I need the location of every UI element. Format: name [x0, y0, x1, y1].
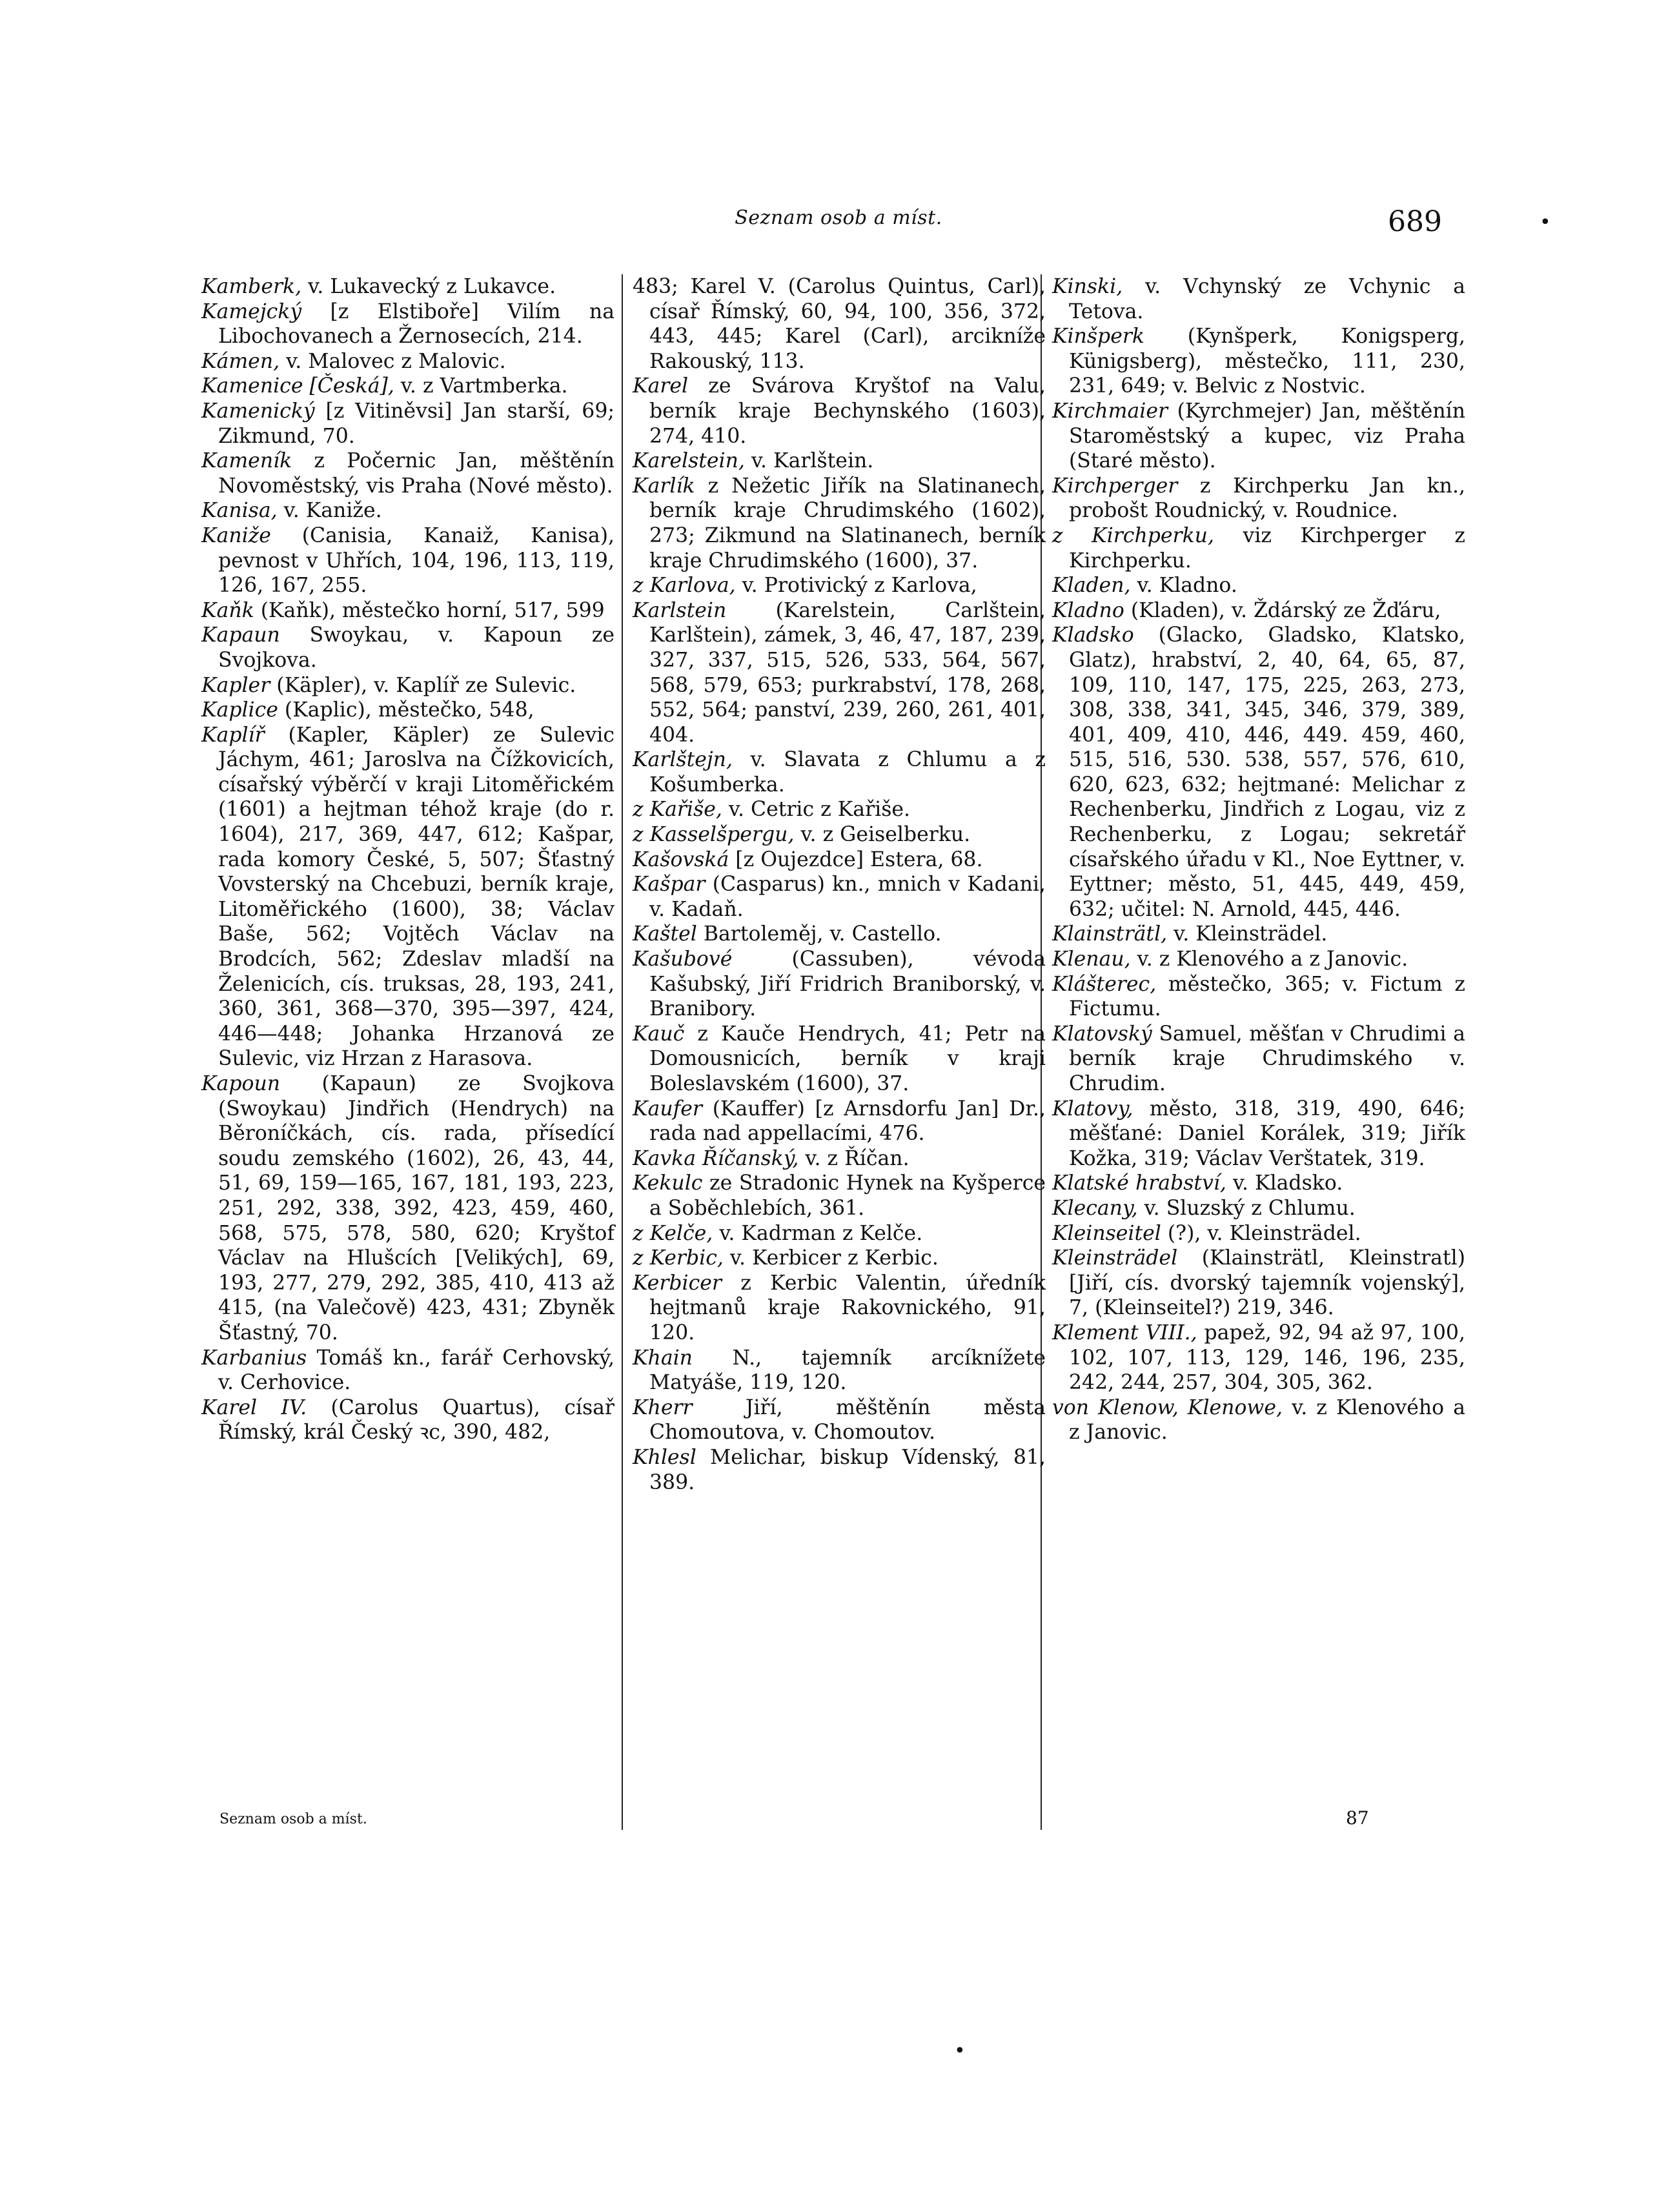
- entry-headword: Kerbicer: [633, 1271, 722, 1295]
- entry-text: v. Kaniže.: [277, 499, 382, 523]
- index-entry: [633, 1221, 1046, 1246]
- entry-headword: Kherr: [633, 1395, 693, 1419]
- entry-text: z Nežetic Jiřík na Slatinanech, berník kraje Chrudimského (1602), 273; Zikmund na Slatinanech, berník kraje Chrudimského (1600), 37.: [649, 474, 1046, 573]
- index-entry: [633, 847, 1046, 873]
- entry-headword: Kanisa,: [201, 499, 278, 523]
- entry-headword: Kladno: [1052, 598, 1124, 622]
- index-column-1: [201, 274, 615, 1445]
- index-entry: [1052, 1171, 1465, 1196]
- index-entry: [633, 374, 1046, 449]
- index-entry: [1052, 324, 1465, 399]
- index-entry: [201, 349, 615, 374]
- entry-text: (Kaplic), městečko, 548,: [278, 698, 534, 722]
- entry-headword: Kinski,: [1052, 275, 1123, 298]
- index-entry: [1052, 1321, 1465, 1395]
- entry-headword: Kaplice: [201, 698, 278, 722]
- entry-headword: z Kelče,: [633, 1221, 713, 1245]
- entry-headword: Karel IV.: [201, 1395, 307, 1419]
- entry-headword: z Kařiše,: [633, 798, 722, 822]
- entry-headword: Kamejcký: [201, 299, 302, 323]
- index-entry: [633, 922, 1046, 947]
- index-entry: [201, 1395, 615, 1445]
- index-entry: [633, 947, 1046, 1022]
- entry-headword: Kašovská: [633, 847, 729, 871]
- index-entry: [1052, 1221, 1465, 1246]
- margin-dot: •: [954, 2040, 966, 2062]
- entry-text: (Karelstein, Carlštein, Karlštein), zámek, 3, 46, 47, 187, 239, 327, 337, 515, 526, 533, 564, 567, 568, 579, 653; purkrabství, 178, 268, 552, 564; panství, 239, 260, 261, 401, 404.: [649, 598, 1046, 747]
- entry-text: v. z Vartmberka.: [394, 374, 568, 398]
- entry-headword: Kekulc: [633, 1172, 703, 1195]
- index-column-2: [633, 274, 1046, 1495]
- entry-headword: Kleinseitel: [1052, 1221, 1161, 1245]
- index-entry: [633, 872, 1046, 922]
- entry-headword: Klatovy,: [1052, 1097, 1133, 1121]
- margin-dot: •: [1540, 211, 1551, 234]
- index-entry: [1052, 947, 1465, 972]
- entry-text: [z Elstiboře] Vilím na Libochovanech a Žernosecích, 214.: [218, 299, 615, 349]
- index-entry: [201, 399, 615, 449]
- entry-text: městečko, 365; v. Fictum z Fictumu.: [1069, 972, 1465, 1021]
- index-entry: [201, 299, 615, 349]
- entry-text: v. Malovec z Malovic.: [280, 349, 506, 373]
- entry-headword: Kapoun: [201, 1072, 281, 1095]
- entry-text: město, 318, 319, 490, 646; měšťané: Daniel Korálek, 319; Jiřík Kožka, 319; Václav Verštatek, 319.: [1069, 1097, 1465, 1170]
- entry-text: (Casparus) kn., mnich v Kadani, v. Kadaň.: [649, 873, 1046, 921]
- index-entry: [633, 1171, 1046, 1221]
- index-entry: [633, 1395, 1046, 1445]
- entry-headword: Khain: [633, 1346, 693, 1370]
- entry-text: v. Lukavecký z Lukavce.: [301, 275, 556, 298]
- index-entry: [1052, 1022, 1465, 1097]
- index-entry: [633, 1346, 1046, 1395]
- entry-headword: Kámen,: [201, 349, 280, 373]
- index-entry: [633, 474, 1046, 573]
- entry-text: Tomáš kn., farář Cerhovský, v. Cerhovice.: [218, 1346, 615, 1395]
- index-entry: [633, 598, 1046, 748]
- index-entry: [201, 673, 615, 698]
- entry-text: (Kladen), v. Ždárský ze Žďáru,: [1124, 598, 1441, 622]
- entry-text: v. Slavata z Chlumu a z Košumberka.: [649, 748, 1046, 797]
- entry-headword: Kinšperk: [1052, 325, 1145, 349]
- index-entry: [1052, 598, 1465, 624]
- index-entry: [633, 274, 1046, 374]
- entry-headword: Kavka Říčanský,: [633, 1146, 799, 1170]
- entry-text: v. Protivický z Karlova,: [735, 574, 977, 598]
- entry-text: (Klainsträtl, Kleinstratl) [Jiří, cís. dvorský tajemník vojenský], 7, (Kleinseitel?) 219, 346.: [1069, 1246, 1465, 1320]
- entry-headword: z Kirchperku,: [1052, 523, 1214, 547]
- index-entry: [201, 1346, 615, 1395]
- index-entry: [1052, 523, 1465, 573]
- index-entry: [633, 1022, 1046, 1097]
- entry-headword: Kaniže: [201, 523, 271, 547]
- entry-text: [z Oujezdce] Estera, 68.: [729, 847, 983, 871]
- index-entry: [1052, 399, 1465, 474]
- index-entry: [1052, 623, 1465, 922]
- entry-headword: Kleinsträdel: [1052, 1246, 1178, 1270]
- entry-headword: Kaštel: [633, 922, 697, 946]
- entry-text: Jiří, měštěnín města Chomoutova, v. Chomoutov.: [649, 1395, 1046, 1445]
- entry-headword: z Karlova,: [633, 574, 736, 598]
- entry-text: N., tajemník arcíknížete Matyáše, 119, 120.: [649, 1346, 1046, 1395]
- page-number: 689: [1388, 205, 1442, 238]
- index-entry: [1052, 1395, 1465, 1445]
- entry-text: [z Vitiněvsi] Jan starší, 69; Zikmund, 70.: [218, 399, 615, 448]
- entry-text: (Carolus Quartus), císař Římský, král Český ꝛc, 390, 482,: [218, 1395, 615, 1445]
- entry-headword: Kirchperger: [1052, 474, 1178, 498]
- index-entry: [633, 449, 1046, 474]
- entry-text: v. Sluzský z Chlumu.: [1137, 1196, 1356, 1220]
- entry-headword: Khlesl: [633, 1445, 696, 1469]
- entry-text: v. Kleinsträdel.: [1167, 922, 1328, 946]
- entry-text: v. Kerbicer z Kerbic.: [723, 1246, 939, 1270]
- entry-headword: Klatské hrabství,: [1052, 1172, 1226, 1195]
- index-entry: [201, 449, 615, 498]
- entry-headword: Kašubové: [633, 948, 733, 971]
- index-entry: [201, 598, 615, 624]
- entry-text: (Kaňk), městečko horní, 517, 599: [254, 598, 605, 622]
- entry-text: v. Kladsko.: [1226, 1172, 1343, 1195]
- index-entry: [201, 623, 615, 673]
- entry-headword: Kladsko: [1052, 624, 1134, 647]
- entry-headword: von Klenow, Klenowe,: [1052, 1395, 1283, 1419]
- entry-text: ze Svárova Kryštof na Valu, berník kraje Bechynského (1603), 274, 410.: [649, 374, 1046, 448]
- index-entry: [633, 1097, 1046, 1146]
- index-entry: [201, 274, 615, 299]
- index-entry: [633, 1271, 1046, 1346]
- index-entry: [201, 523, 615, 598]
- entry-text: 483; Karel V. (Carolus Quintus, Carl), císař Římský, 60, 94, 100, 356, 372, 443, 445; Karel (Carl), arcikníže Rakouský, 113.: [633, 275, 1046, 373]
- index-entry: [633, 1246, 1046, 1271]
- entry-text: (Kapler, Käpler) ze Sulevic Jáchym, 461; Jaroslva na Čížkovicích, císařský výběrčí v kraji Litoměřickém (1601) a hejtman téhož kraje (do r. 1604), 217, 369, 447, 612; Kašpar, rada komory České, 5, 507; Šťastný Vovsterský na Chcebuzi, berník kraje, Litoměřického (1600), 38; Václav Baše, 562; Vojtěch Václav na Brodcích, 562; Zdeslav mladší na Želenicích, cís. truksas, 28, 193, 241, 360, 361, 368—370, 395—397, 424, 446—448; Johanka Hrzanová ze Sulevic, viz Hrzan z Harasova.: [218, 723, 615, 1071]
- entry-headword: Kaplíř: [201, 723, 265, 747]
- entry-headword: Klášterec,: [1052, 972, 1157, 996]
- index-entry: [1052, 573, 1465, 598]
- entry-headword: Karlík: [633, 474, 695, 498]
- index-entry: [1052, 1246, 1465, 1321]
- entry-text: Bartoleměj, v. Castello.: [696, 922, 942, 946]
- index-entry: [1052, 274, 1465, 324]
- entry-headword: Klecany,: [1052, 1196, 1138, 1220]
- entry-text: z Kerbic Valentin, úředník hejtmanů kraje Rakovnického, 91, 120.: [649, 1271, 1046, 1344]
- entry-headword: Kapler: [201, 673, 270, 697]
- index-entry: [1052, 972, 1465, 1022]
- index-entry: [201, 498, 615, 523]
- entry-headword: Kaňk: [201, 598, 254, 622]
- entry-text: (Kyrchmejer) Jan, měštěnín Staroměstský a kupec, viz Praha (Staré město).: [1069, 399, 1465, 473]
- entry-headword: Kamberk,: [201, 275, 302, 298]
- entry-text: v. Cetric z Kařiše.: [722, 798, 911, 822]
- entry-text: (?), v. Kleinsträdel.: [1161, 1221, 1361, 1245]
- entry-text: v. z Říčan.: [798, 1146, 910, 1170]
- entry-headword: Kašpar: [633, 873, 706, 897]
- entry-text: v. Karlštein.: [744, 449, 874, 473]
- index-entry: [633, 573, 1046, 598]
- entry-headword: Kauč: [633, 1022, 685, 1046]
- entry-text: z Počernic Jan, měštěnín Novoměstský, vis Praha (Nové město).: [218, 449, 615, 498]
- column-rule: [622, 274, 623, 1830]
- entry-headword: Kirchmaier: [1052, 399, 1168, 423]
- entry-text: v. Vchynský ze Vchynic a Tetova.: [1069, 275, 1465, 323]
- entry-text: Melichar, biskup Vídenský, 81, 389.: [649, 1445, 1046, 1494]
- signature-number: 87: [1346, 1807, 1369, 1829]
- entry-headword: Kladen,: [1052, 574, 1131, 598]
- entry-headword: Kameník: [201, 449, 292, 473]
- entry-text: (Canisia, Kanaiž, Kanisa), pevnost v Uhřích, 104, 196, 113, 119, 126, 167, 255.: [218, 523, 615, 598]
- index-entry: [201, 698, 615, 723]
- index-entry: [633, 1146, 1046, 1172]
- entry-text: viz Kirchperger z Kirchperku.: [1069, 523, 1465, 573]
- entry-text: v. z Geiselberku.: [794, 823, 971, 847]
- entry-headword: Karlstein: [633, 598, 727, 622]
- entry-text: (Käpler), v. Kaplíř ze Sulevic.: [270, 673, 576, 697]
- entry-text: (Kynšperk, Konigsperg, Künigsberg), městečko, 111, 230, 231, 649; v. Belvic z Nostvic.: [1069, 325, 1465, 398]
- index-entry: [1052, 474, 1465, 523]
- entry-text: v. z Klenového a z Janovic.: [1130, 948, 1408, 971]
- entry-headword: z Kerbic,: [633, 1246, 724, 1270]
- index-entry: [633, 822, 1046, 847]
- entry-text: (Glacko, Gladsko, Klatsko, Glatz), hrabství, 2, 40, 64, 65, 87, 109, 110, 147, 175, 225, 263, 273, 308, 338, 341, 345, 346, 379, 389, 401, 409, 410, 446, 449. 459, 460, 515, 516, 530. 538, 557, 576, 610, 620, 623, 632; hejtmané: Melichar z Rechenberku, Jindřich z Logau, viz z Rechenberku, z Logau; sekretář císařského úřadu v Kl., Noe Eyttner, v. Eyttner; město, 51, 445, 449, 459, 632; učitel: N. Arnold, 445, 446.: [1069, 624, 1465, 921]
- entry-headword: Karelstein,: [633, 449, 745, 473]
- entry-text: Swoykau, v. Kapoun ze Svojkova.: [218, 624, 615, 672]
- entry-text: v. z Klenového a z Janovic.: [1069, 1395, 1465, 1445]
- entry-text: (Kauffer) [z Arnsdorfu Jan] Dr., rada nad appellacími, 476.: [649, 1097, 1046, 1146]
- entry-headword: Klement VIII.,: [1052, 1321, 1197, 1344]
- signature-mark: Seznam osob a míst.: [219, 1811, 367, 1827]
- index-entry: [201, 374, 615, 399]
- entry-headword: Kapaun: [201, 624, 280, 647]
- entry-headword: z Kasselšpergu,: [633, 823, 795, 847]
- index-column-3: [1052, 274, 1465, 1445]
- entry-headword: Karel: [633, 374, 689, 398]
- entry-text: v. Kadrman z Kelče.: [713, 1221, 923, 1245]
- entry-text: (Kapaun) ze Svojkova (Swoykau) Jindřich (Hendrych) na Běroníčkách, cís. rada, přísedící soudu zemského (1602), 26, 43, 44, 51, 69, 159—165, 167, 181, 193, 223, 251, 292, 338, 392, 423, 459, 460, 568, 575, 578, 580, 620; Kryštof Václav na Hlušcích [Velikých], 69, 193, 277, 279, 292, 385, 410, 413 až 415, (na Valečově) 423, 431; Zbyněk Šťastný, 70.: [218, 1072, 615, 1344]
- index-entry: [633, 747, 1046, 797]
- index-entry: [201, 723, 615, 1071]
- entry-text: v. Kladno.: [1130, 574, 1237, 598]
- entry-headword: Kamenice [Česká],: [201, 374, 394, 398]
- index-entry: [1052, 922, 1465, 947]
- entry-text: z Kirchperku Jan kn., probošt Roudnický, v. Roudnice.: [1069, 474, 1465, 523]
- running-head: Seznam osob a míst.: [735, 207, 942, 229]
- entry-text: (Cassuben), vévoda Kašubský, Jiří Fridrich Braniborský, v. Branibory.: [649, 948, 1046, 1021]
- index-entry: [1052, 1196, 1465, 1221]
- entry-headword: Klenau,: [1052, 948, 1131, 971]
- entry-headword: Kamenický: [201, 399, 315, 423]
- index-entry: [633, 797, 1046, 822]
- index-entry: [201, 1071, 615, 1346]
- entry-headword: Karbanius: [201, 1346, 307, 1370]
- entry-headword: Klainsträtl,: [1052, 922, 1168, 946]
- entry-text: papež, 92, 94 až 97, 100, 102, 107, 113, 129, 146, 196, 235, 242, 244, 257, 304, 305, 362.: [1069, 1321, 1465, 1395]
- entry-headword: Karlštejn,: [633, 748, 733, 772]
- entry-text: z Kauče Hendrych, 41; Petr na Domousnicích, berník v kraji Boleslavském (1600), 37.: [649, 1022, 1046, 1095]
- index-entry: [1052, 1097, 1465, 1172]
- entry-headword: Kaufer: [633, 1097, 702, 1121]
- entry-text: Samuel, měšťan v Chrudimi a berník kraje Chrudimského v. Chrudim.: [1069, 1022, 1465, 1095]
- entry-headword: Klatovský: [1052, 1022, 1152, 1046]
- entry-text: ze Stradonic Hynek na Kyšperce a Soběchlebích, 361.: [649, 1172, 1046, 1220]
- index-entry: [633, 1445, 1046, 1495]
